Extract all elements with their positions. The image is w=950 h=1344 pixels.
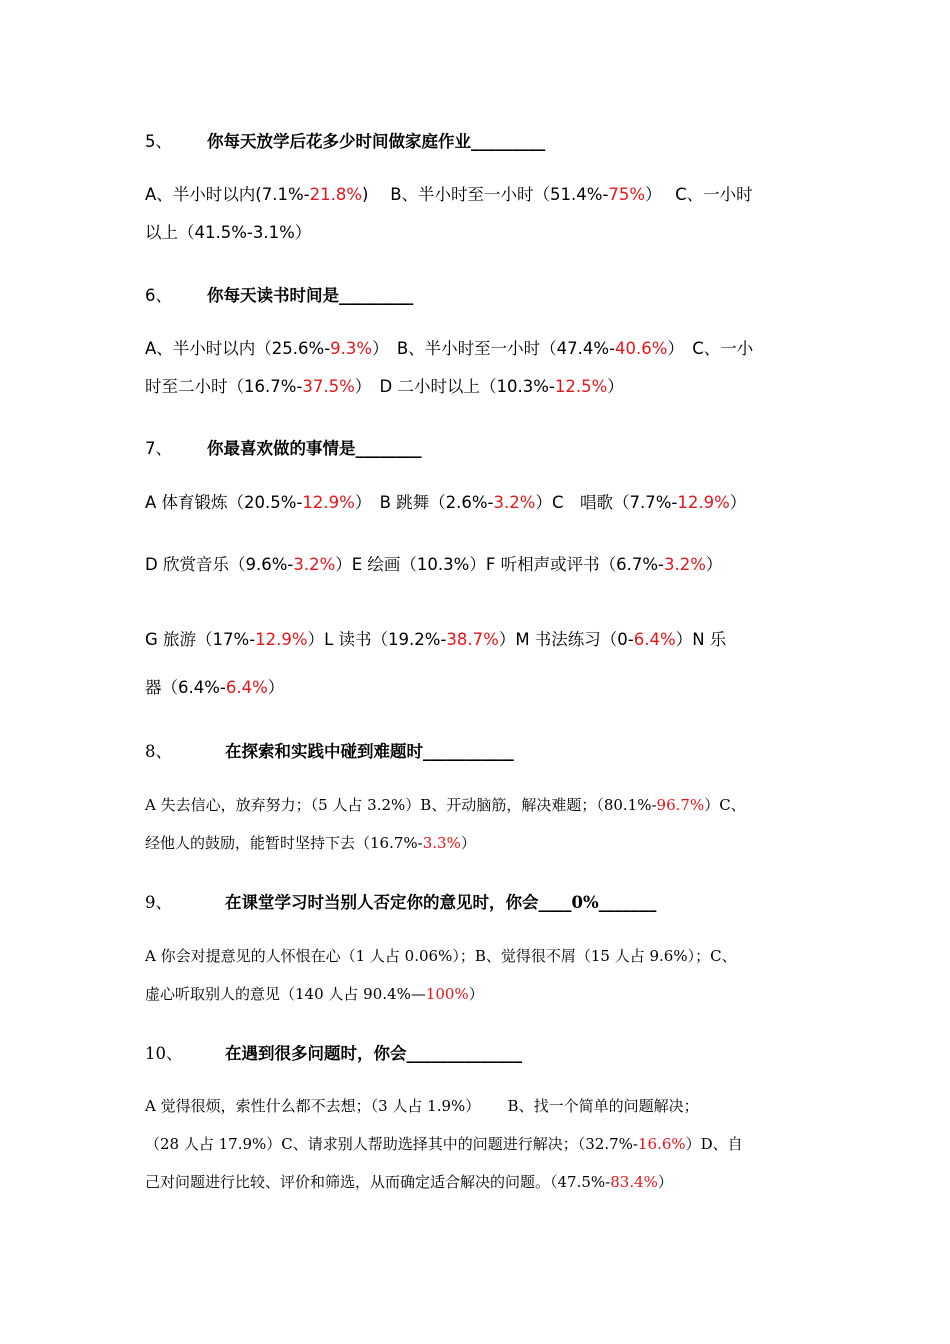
question-7 bbox=[145, 435, 422, 459]
answer-line bbox=[145, 546, 810, 584]
red-percentage: 3.3% bbox=[422, 834, 461, 852]
red-percentage: 40.6% bbox=[615, 339, 668, 358]
answer-line bbox=[145, 669, 810, 707]
answer-text: ） bbox=[657, 1173, 673, 1191]
answer-line bbox=[145, 330, 810, 368]
answer-text: ） B、半小时至一小时（47.4%- bbox=[372, 339, 616, 358]
answer-text: A 失去信心，放弃努力；（5 人占 3.2%）B、开动脑筋，解决难题；（80.1%- bbox=[145, 796, 657, 814]
answer-text: ） D 二小时以上（10.3%- bbox=[354, 377, 555, 396]
question-9 bbox=[145, 889, 656, 913]
red-percentage: 12.9% bbox=[677, 493, 730, 512]
answer-line bbox=[145, 176, 810, 214]
red-percentage: 38.7% bbox=[446, 630, 499, 649]
red-percentage: 100% bbox=[425, 985, 469, 1003]
answer-9 bbox=[145, 937, 810, 1013]
red-percentage: 9.3% bbox=[330, 339, 373, 358]
answer-text: ）E 绘画（10.3%）F 听相声或评书（6.7%- bbox=[335, 555, 664, 574]
answer-text: ）D、自 bbox=[685, 1135, 743, 1153]
red-percentage: 96.7% bbox=[656, 796, 705, 814]
answer-5 bbox=[145, 176, 810, 252]
red-percentage: 6.4% bbox=[225, 678, 268, 697]
red-percentage: 12.9% bbox=[255, 630, 308, 649]
answer-text: ） bbox=[607, 377, 624, 396]
red-percentage: 3.2% bbox=[293, 555, 336, 574]
question-text: 在遇到很多问题时，你会______________ bbox=[225, 1044, 522, 1063]
answer-text: A、半小时以内(7.1%- bbox=[145, 185, 310, 204]
answer-text: 经他人的鼓励，能暂时坚持下去（16.7%- bbox=[145, 834, 423, 852]
answer-text: 时至二小时（16.7%- bbox=[145, 377, 303, 396]
question-6 bbox=[145, 282, 413, 306]
red-percentage: 21.8% bbox=[309, 185, 363, 204]
answer-text: ）M 书法练习（0- bbox=[498, 630, 634, 649]
answer-text: ） C、一小 bbox=[667, 339, 754, 358]
answer-7b bbox=[145, 546, 810, 584]
question-number: 8、 bbox=[145, 742, 172, 761]
answer-8 bbox=[145, 786, 810, 862]
answer-line bbox=[145, 786, 810, 824]
question-text: 你最喜欢做的事情是________ bbox=[207, 439, 422, 458]
answer-text: ) B、半小时至一小时（51.4%- bbox=[362, 185, 609, 204]
answer-line bbox=[145, 937, 810, 975]
answer-text: A 你会对提意见的人怀恨在心（1 人占 0.06%）；B、觉得很不屑（15 人占 9.6%）；C、 bbox=[145, 947, 737, 965]
red-percentage: 3.2% bbox=[493, 493, 536, 512]
question-10 bbox=[145, 1040, 522, 1064]
red-percentage: 12.5% bbox=[554, 377, 608, 396]
answer-line bbox=[145, 1163, 810, 1201]
answer-line bbox=[145, 975, 810, 1013]
answer-text: ）C 唱歌（7.7%- bbox=[535, 493, 678, 512]
answer-text: ）N 乐 bbox=[675, 630, 727, 649]
answer-10 bbox=[145, 1087, 810, 1201]
question-text: 在课堂学习时当别人否定你的意见时，你会____0%_______ bbox=[225, 893, 657, 912]
answer-7 bbox=[145, 484, 810, 522]
answer-text: D 欣赏音乐（9.6%- bbox=[145, 555, 294, 574]
answer-text: ） bbox=[460, 834, 476, 852]
answer-text: ）C、 bbox=[704, 796, 746, 814]
question-5 bbox=[145, 128, 545, 152]
answer-line bbox=[145, 368, 810, 406]
answer-text: ） bbox=[705, 555, 723, 574]
question-text: 在探索和实践中碰到难题时___________ bbox=[225, 742, 514, 761]
answer-text: ） C、一小时 bbox=[645, 185, 753, 204]
answer-text: ）L 读书（19.2%- bbox=[307, 630, 447, 649]
question-number: 5、 bbox=[145, 132, 172, 151]
answer-text: ） bbox=[267, 678, 285, 697]
answer-text: ） B 跳舞（2.6%- bbox=[354, 493, 494, 512]
answer-text: 己对问题进行比较、评价和筛选，从而确定适合解决的问题。（47.5%- bbox=[145, 1173, 611, 1191]
answer-text: A 体育锻炼（20.5%- bbox=[145, 493, 303, 512]
answer-text: 以上（41.5%-3.1%） bbox=[145, 223, 312, 242]
red-percentage: 37.5% bbox=[302, 377, 355, 396]
answer-line bbox=[145, 484, 810, 522]
answer-line bbox=[145, 214, 810, 252]
question-number: 7、 bbox=[145, 439, 172, 458]
question-8 bbox=[145, 738, 514, 762]
red-percentage: 12.9% bbox=[302, 493, 355, 512]
red-percentage: 83.4% bbox=[610, 1173, 658, 1191]
answer-line bbox=[145, 621, 810, 659]
question-text: 你每天放学后花多少时间做家庭作业_________ bbox=[207, 132, 546, 151]
answer-text: 器（6.4%- bbox=[145, 678, 226, 697]
question-number: 6、 bbox=[145, 286, 172, 305]
question-number: 10、 bbox=[145, 1044, 183, 1063]
answer-text: G 旅游（17%- bbox=[145, 630, 256, 649]
answer-text: ） bbox=[729, 493, 747, 512]
answer-6 bbox=[145, 330, 810, 406]
answer-text: （28 人占 17.9%）C、请求别人帮助选择其中的问题进行解决；（32.7%- bbox=[145, 1135, 638, 1153]
answer-7c bbox=[145, 621, 810, 707]
answer-line bbox=[145, 824, 810, 862]
answer-text: 虚心听取别人的意见（140 人占 90.4%— bbox=[145, 985, 426, 1003]
red-percentage: 6.4% bbox=[633, 630, 676, 649]
question-text: 你每天读书时间是_________ bbox=[207, 286, 414, 305]
red-percentage: 75% bbox=[608, 185, 646, 204]
question-number: 9、 bbox=[145, 893, 172, 912]
red-percentage: 3.2% bbox=[663, 555, 706, 574]
answer-line bbox=[145, 1087, 810, 1125]
answer-text: A、半小时以内（25.6%- bbox=[145, 339, 331, 358]
answer-line bbox=[145, 1125, 810, 1163]
red-percentage: 16.6% bbox=[637, 1135, 686, 1153]
answer-text: ） bbox=[468, 985, 484, 1003]
answer-text: A 觉得很烦，索性什么都不去想；（3 人占 1.9%） B、找一个简单的问题解决； bbox=[145, 1097, 699, 1115]
